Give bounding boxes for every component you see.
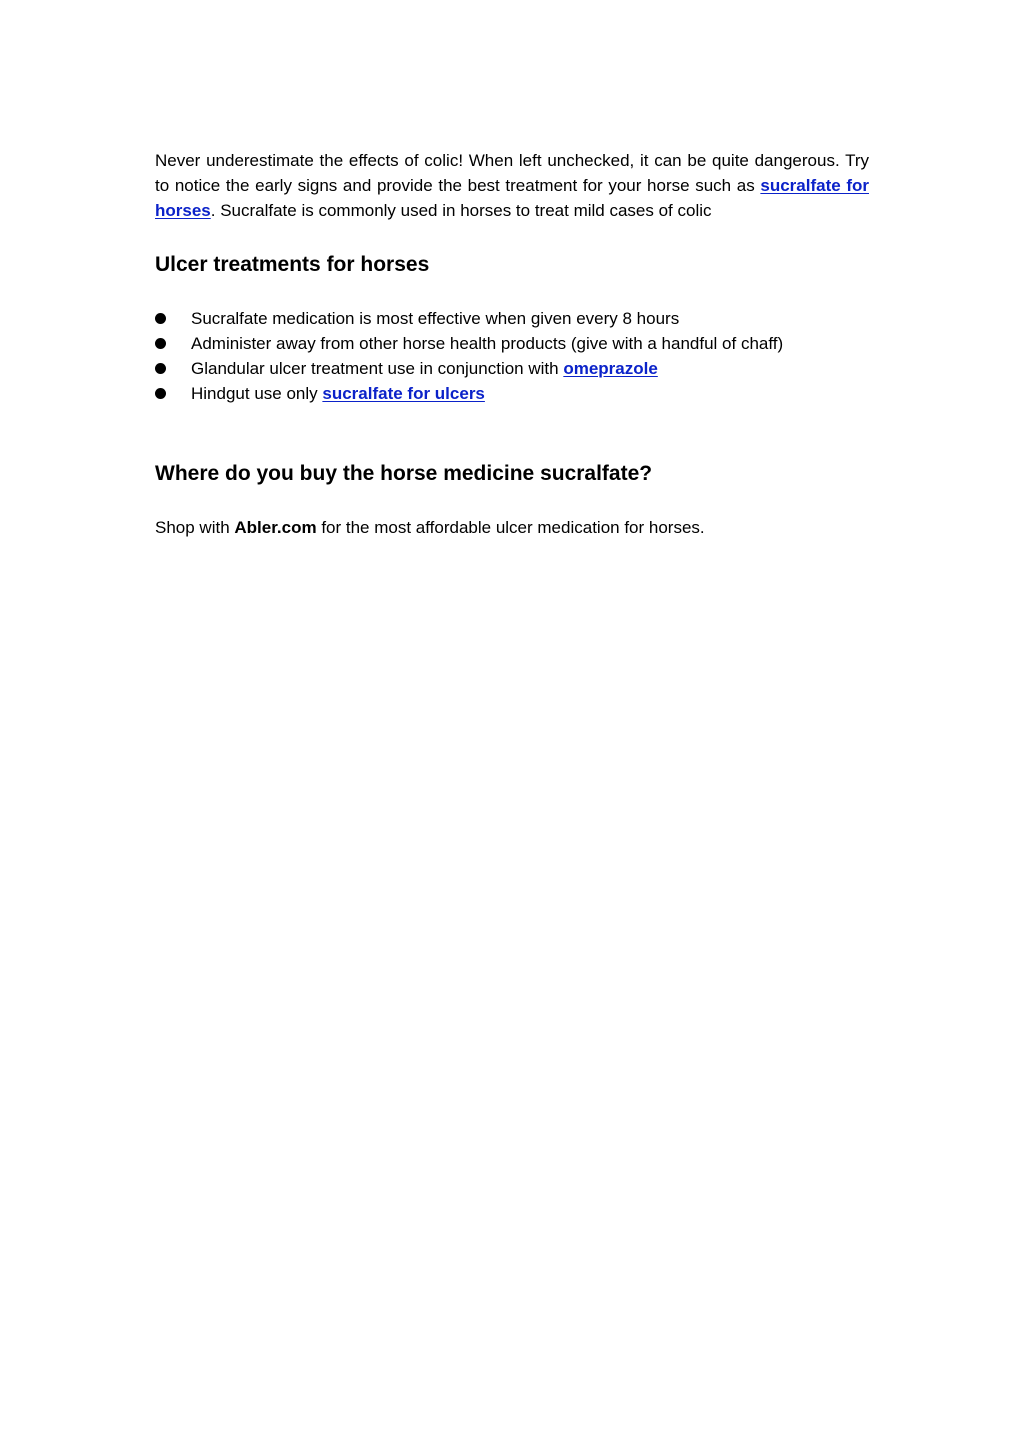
bullet-icon bbox=[155, 363, 166, 374]
ulcer-treatments-list bbox=[155, 306, 869, 406]
list-item-text: Hindgut use only bbox=[191, 384, 323, 403]
shop-paragraph bbox=[155, 515, 869, 540]
list-item bbox=[155, 331, 869, 356]
intro-paragraph bbox=[155, 148, 869, 223]
shop-text-2: for the most affordable ulcer medication for horses. bbox=[316, 518, 705, 537]
list-item-text: Administer away from other horse health products (give with a handful of chaff) bbox=[191, 334, 784, 353]
brand-name: Abler.com bbox=[234, 518, 317, 537]
list-item-text: Glandular ulcer treatment use in conjunction with bbox=[191, 359, 564, 378]
list-item bbox=[155, 381, 869, 406]
document-page bbox=[155, 148, 869, 540]
sucralfate-for-horses-link[interactable]: sucralfate for horses bbox=[155, 176, 869, 220]
list-item-text: Sucralfate medication is most effective when given every 8 hours bbox=[191, 309, 680, 328]
ulcer-treatments-heading: Ulcer treatments for horses bbox=[155, 253, 430, 276]
intro-text-2: . Sucralfate is commonly used in horses to treat mild cases of colic bbox=[210, 201, 712, 220]
intro-text-1: Never underestimate the effects of colic! When left unchecked, it can be quite dangerous. Try to notice the early signs and provide the best treatment for your horse such as bbox=[155, 151, 869, 195]
where-to-buy-heading: Where do you buy the horse medicine sucralfate? bbox=[155, 462, 653, 485]
bullet-icon bbox=[155, 313, 166, 324]
omeprazole-link[interactable]: omeprazole bbox=[563, 359, 658, 378]
list-item bbox=[155, 306, 869, 331]
bullet-icon bbox=[155, 388, 166, 399]
shop-text-1: Shop with bbox=[155, 518, 235, 537]
list-item bbox=[155, 356, 869, 381]
bullet-icon bbox=[155, 338, 166, 349]
sucralfate-for-ulcers-link[interactable]: sucralfate for ulcers bbox=[322, 384, 485, 403]
